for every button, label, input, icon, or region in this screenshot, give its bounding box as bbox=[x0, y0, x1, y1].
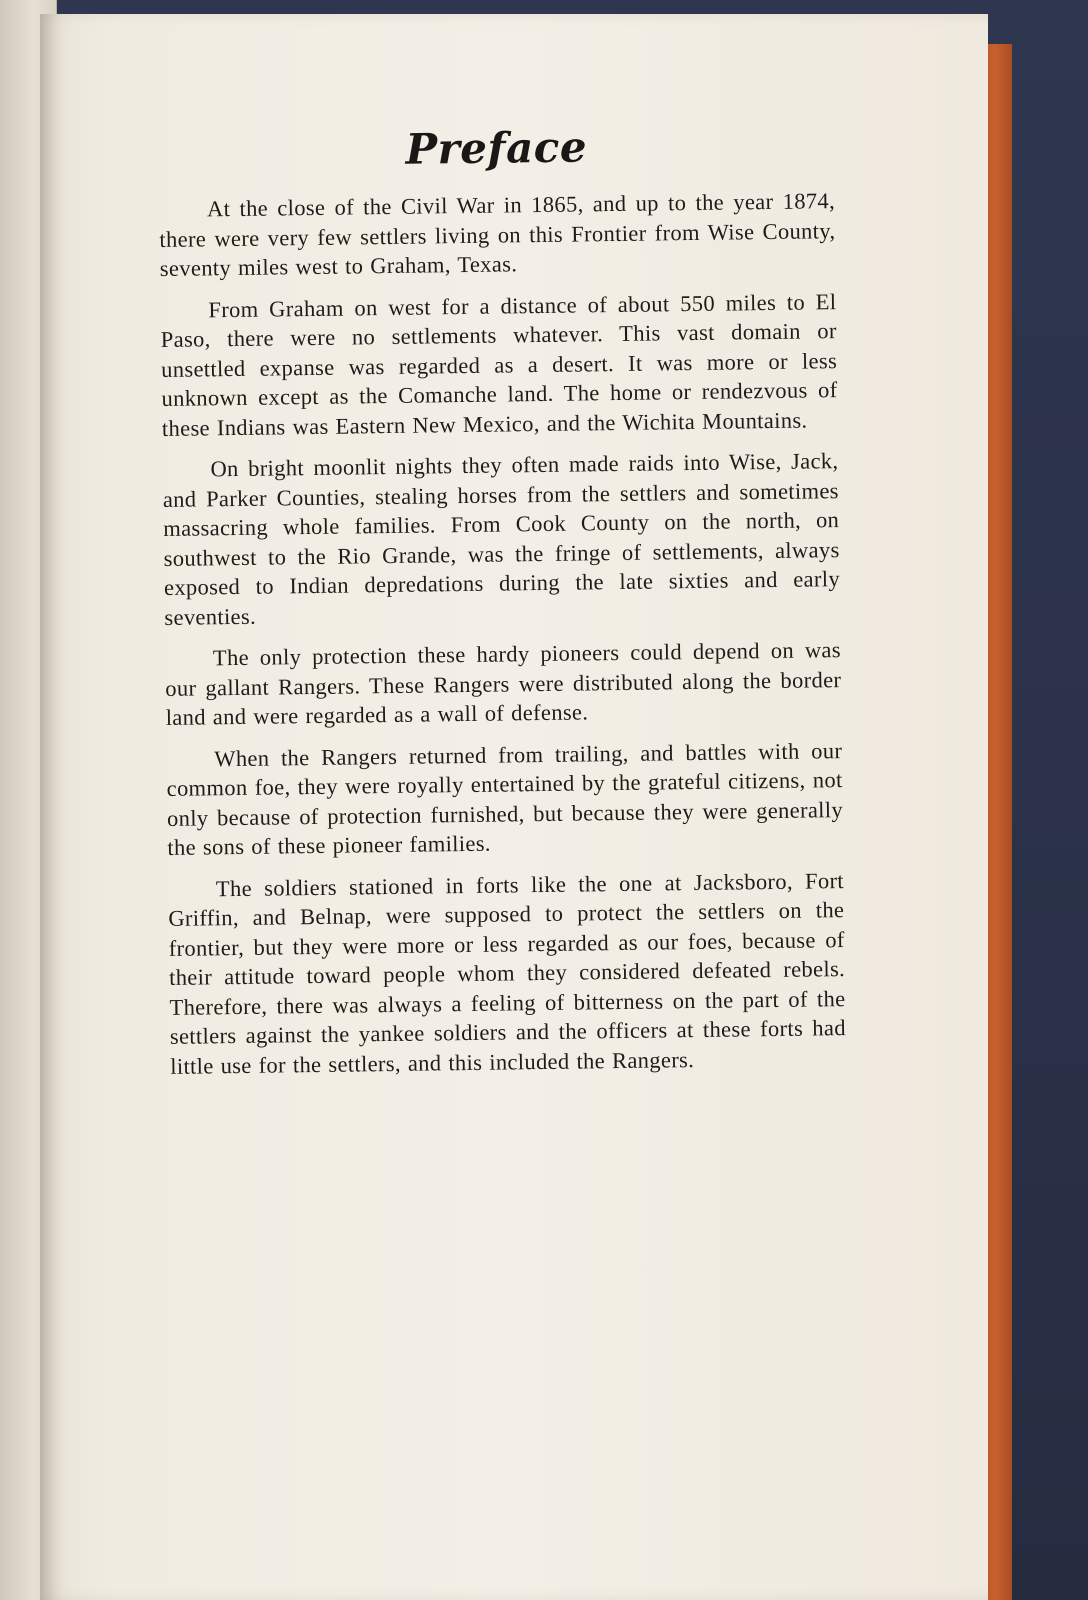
page-title: Preface bbox=[405, 122, 588, 174]
paragraph-4: The only protection these hardy pioneers could depend on was our gallant Rangers. These Rangers were distributed along the border land and were regarded as a wall of defense. bbox=[165, 637, 842, 730]
paragraph-3: On bright moonlit nights they often made raids into Wise, Jack, and Parker Counties, stealing horses from the settlers and sometimes massacring whole families. From Cook County on the north, on southwest to the Rio Grande, was the fringe of settlements, always exposed to Indian depredations during the late sixties and early seventies. bbox=[162, 448, 841, 630]
paragraph-5: When the Rangers returned from trailing, and battles with our common foe, they were royally entertained by the grateful citizens, not only because of protection furnished, but because they were generally the sons of these pioneer families. bbox=[166, 737, 844, 860]
paragraph-1: At the close of the Civil War in 1865, and up to the year 1874, there were very few settlers living on this Frontier from Wise County, seventy miles west to Graham, Texas. bbox=[159, 188, 836, 281]
book-cover-edge bbox=[984, 44, 1012, 1600]
page-text-block bbox=[158, 119, 847, 1093]
paragraph-6: The soldiers stationed in forts like the one at Jacksboro, Fort Griffin, and Belnap, were supposed to protect the settlers on the frontier, but they were more or less regarded as our foes, because of their attitude toward people whom they considered defeated rebels. Therefore, there was always a feeling of bitterness on the part of the settlers against the yankee soldiers and the officers at these forts had little use for the settlers, and this included the Rangers. bbox=[168, 867, 846, 1079]
paragraph-2: From Graham on west for a distance of about 550 miles to El Paso, there were no settlements whatever. This vast domain or unsettled expanse was regarded as a desert. It was more or less unknown except as the Comanche land. The home or rendezvous of these Indians was Eastern New Mexico, and the Wichita Mountains. bbox=[160, 288, 838, 441]
